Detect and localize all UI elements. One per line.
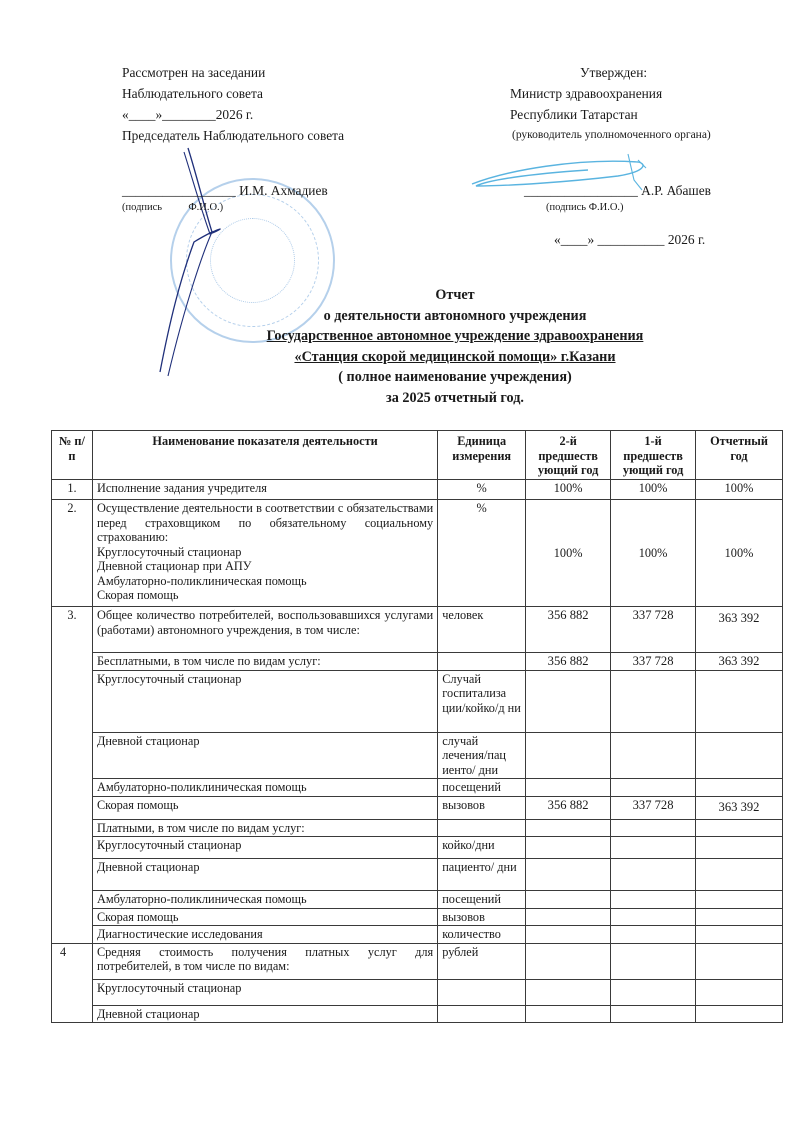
- row-current: [696, 908, 783, 926]
- row-name: Общее количество потребителей, воспользовавшихся услугами (работами) автономного учреждения, в том числе:: [92, 607, 437, 653]
- row-no: 4: [52, 943, 93, 1023]
- row-prev2: [526, 819, 611, 837]
- row-no: 3.: [52, 607, 93, 944]
- row-name: Амбулаторно-поликлиническая помощь: [92, 891, 437, 909]
- title-year: за 2025 отчетный год.: [386, 389, 524, 406]
- row-current: 363 392: [696, 607, 783, 653]
- approval-block: [510, 62, 711, 250]
- header-current: Отчетный год: [696, 431, 783, 480]
- row-unit: количество: [438, 926, 526, 944]
- title-note: ( полное наименование учреждения): [338, 369, 572, 385]
- table-row: [52, 859, 783, 891]
- review-block: [122, 62, 344, 215]
- approval-line1: Министр здравоохранения: [510, 86, 663, 101]
- row-prev1: [611, 819, 696, 837]
- review-date: «____»________2026 г.: [122, 107, 254, 122]
- header-prev2: 2-й предшеств ующий год: [526, 431, 611, 480]
- row-prev2: [526, 943, 611, 979]
- row-name: Дневной стационар: [92, 859, 437, 891]
- row-prev1: [611, 891, 696, 909]
- row-current: [696, 926, 783, 944]
- row-unit: рублей: [438, 943, 526, 979]
- row-current: [696, 732, 783, 779]
- table-row: [52, 732, 783, 779]
- table-row: [52, 819, 783, 837]
- row-unit: [438, 979, 526, 1005]
- row-current: 363 392: [696, 653, 783, 671]
- review-line1: Рассмотрен на заседании: [122, 65, 266, 80]
- table-row: [52, 908, 783, 926]
- row-prev2: 100%: [526, 500, 611, 607]
- row-prev1: [611, 908, 696, 926]
- row-prev1: 337 728: [611, 607, 696, 653]
- row-name: Дневной стационар: [92, 1005, 437, 1023]
- row-prev1: 337 728: [611, 653, 696, 671]
- review-line2: Наблюдательного совета: [122, 86, 263, 101]
- institution-name-line1: Государственное автономное учреждение здравоохранения: [266, 328, 644, 344]
- row-prev1: [611, 943, 696, 979]
- row-current: [696, 859, 783, 891]
- table-row: [52, 979, 783, 1005]
- row-prev1: 100%: [611, 480, 696, 500]
- report-title: [220, 285, 690, 408]
- title-line2: о деятельности автономного учреждения: [323, 307, 587, 324]
- header-prev1: 1-й предшеств ующий год: [611, 431, 696, 480]
- row-prev2: 356 882: [526, 796, 611, 819]
- table-row: [52, 480, 783, 500]
- row-prev1: [611, 670, 696, 732]
- header-name: Наименование показателя деятельности: [92, 431, 437, 480]
- row-sub-line: Скорая помощь: [96, 588, 179, 602]
- report-table: [51, 430, 783, 1023]
- row-unit: %: [438, 480, 526, 500]
- row-no: 1.: [52, 480, 93, 500]
- row-current: 100%: [696, 500, 783, 607]
- approval-heading: Утвержден:: [580, 65, 648, 80]
- row-unit: %: [438, 500, 526, 607]
- row-unit: пациенто/ дни: [438, 859, 526, 891]
- row-unit: посещений: [438, 891, 526, 909]
- approval-signature-note: (подпись Ф.И.О.): [546, 202, 624, 213]
- row-sub-line: Дневной стационар при АПУ: [96, 559, 252, 573]
- table-row: [52, 837, 783, 859]
- table-row: [52, 653, 783, 671]
- row-unit: вызовов: [438, 796, 526, 819]
- institution-name-line2: «Станция скорой медицинской помощи» г.Казани: [294, 348, 616, 365]
- row-prev1: 100%: [611, 500, 696, 607]
- row-name: Круглосуточный стационар: [92, 979, 437, 1005]
- row-name: Средняя стоимость получения платных услуг для потребителей, в том числе по видам:: [92, 943, 437, 979]
- row-prev1: [611, 779, 696, 797]
- row-name-text: Осуществление деятельности в соответствии с обязательствами перед страховщиком по обязательному социальному страхованию:: [96, 501, 434, 544]
- row-sub-line: Амбулаторно-поликлиническая помощь: [96, 573, 307, 588]
- row-current: [696, 891, 783, 909]
- row-prev2: 100%: [526, 480, 611, 500]
- row-prev2: [526, 891, 611, 909]
- row-name: [92, 500, 437, 607]
- row-current: 363 392: [696, 796, 783, 819]
- row-unit: человек: [438, 607, 526, 653]
- table-row: [52, 943, 783, 979]
- row-current: [696, 1005, 783, 1023]
- row-name: Дневной стационар: [92, 732, 437, 779]
- row-prev2: [526, 908, 611, 926]
- row-unit: койко/дни: [438, 837, 526, 859]
- row-name: Бесплатными, в том числе по видам услуг:: [92, 653, 437, 671]
- approval-role-note: (руководитель уполномоченного органа): [512, 129, 711, 141]
- row-unit: случай лечения/пац иенто/ дни: [438, 732, 526, 779]
- row-unit: [438, 1005, 526, 1023]
- table-row: [52, 500, 783, 607]
- table-row: [52, 891, 783, 909]
- approval-signature-line: _________________ А.Р. Абашев: [524, 183, 711, 198]
- table-row: [52, 607, 783, 653]
- row-unit: [438, 653, 526, 671]
- table-header-row: [52, 431, 783, 480]
- row-prev1: [611, 859, 696, 891]
- review-position: Председатель Наблюдательного совета: [122, 128, 345, 143]
- row-name: Исполнение задания учредителя: [92, 480, 437, 500]
- row-name: Круглосуточный стационар: [92, 837, 437, 859]
- row-prev2: [526, 837, 611, 859]
- row-prev2: [526, 732, 611, 779]
- row-prev2: 356 882: [526, 653, 611, 671]
- table-row: [52, 1005, 783, 1023]
- row-current: 100%: [696, 480, 783, 500]
- row-name: Круглосуточный стационар: [92, 670, 437, 732]
- row-prev1: [611, 1005, 696, 1023]
- row-current: [696, 837, 783, 859]
- row-current: [696, 670, 783, 732]
- review-signature-line: _________________ И.М. Ахмадиев: [122, 183, 328, 198]
- row-current: [696, 979, 783, 1005]
- table-row: [52, 926, 783, 944]
- row-prev2: [526, 670, 611, 732]
- row-prev2: 356 882: [526, 607, 611, 653]
- row-name: Скорая помощь: [92, 796, 437, 819]
- row-prev2: [526, 979, 611, 1005]
- row-sub-line: Круглосуточный стационар: [96, 544, 242, 559]
- row-current: [696, 819, 783, 837]
- header-unit: Единица измерения: [438, 431, 526, 480]
- row-current: [696, 779, 783, 797]
- approval-line2: Республики Татарстан: [510, 107, 638, 122]
- row-prev2: [526, 1005, 611, 1023]
- row-unit: [438, 819, 526, 837]
- row-unit: Случай госпитализа ции/койко/д ни: [438, 670, 526, 732]
- row-prev1: 337 728: [611, 796, 696, 819]
- row-prev2: [526, 779, 611, 797]
- table-row: [52, 796, 783, 819]
- row-prev2: [526, 859, 611, 891]
- row-name: Платными, в том числе по видам услуг:: [92, 819, 437, 837]
- table-row: [52, 779, 783, 797]
- row-prev1: [611, 926, 696, 944]
- row-prev1: [611, 732, 696, 779]
- row-prev1: [611, 979, 696, 1005]
- row-prev2: [526, 926, 611, 944]
- row-unit: посещений: [438, 779, 526, 797]
- review-signature-note: (подпись Ф.И.О.): [122, 202, 224, 213]
- table-row: [52, 670, 783, 732]
- title-line1: Отчет: [435, 287, 475, 303]
- header-no: № п/п: [52, 431, 93, 480]
- row-no: 2.: [52, 500, 93, 607]
- row-name: Диагностические исследования: [92, 926, 437, 944]
- row-unit: вызовов: [438, 908, 526, 926]
- row-name: Скорая помощь: [92, 908, 437, 926]
- row-prev1: [611, 837, 696, 859]
- row-name: Амбулаторно-поликлиническая помощь: [92, 779, 437, 797]
- approval-date: «____» __________ 2026 г.: [554, 232, 706, 247]
- row-current: [696, 943, 783, 979]
